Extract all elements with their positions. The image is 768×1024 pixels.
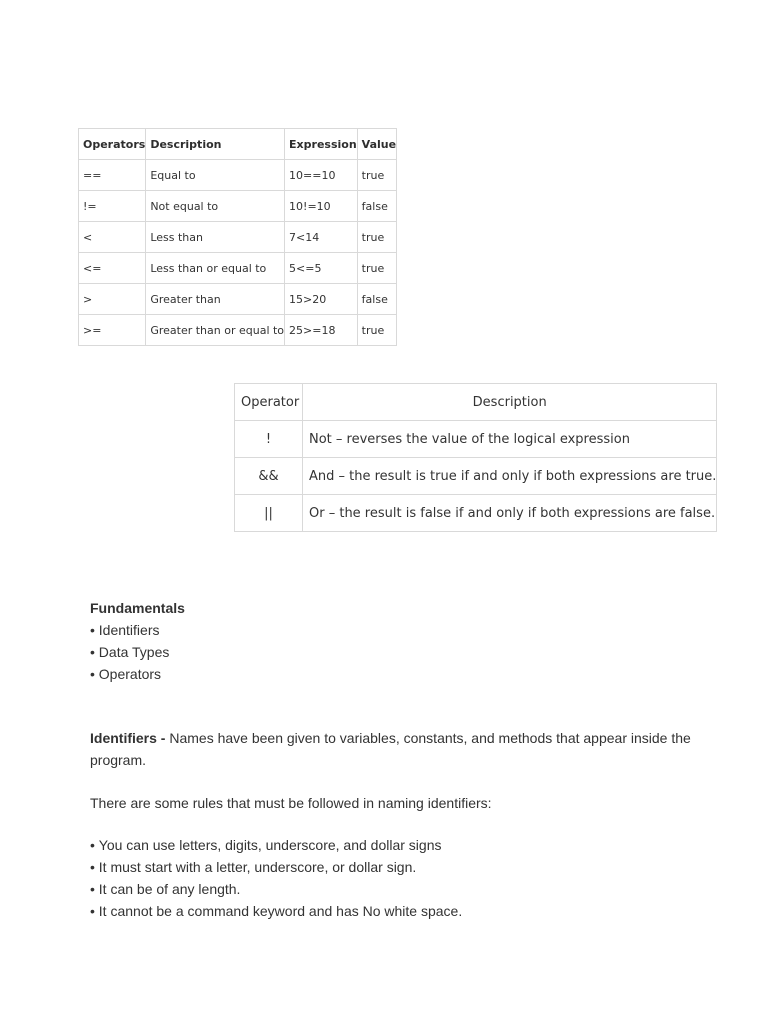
operator-cell: !	[235, 421, 303, 458]
operator-cell: <	[79, 222, 146, 253]
operator-cell: >	[79, 284, 146, 315]
expression-cell: 7<14	[285, 222, 358, 253]
description-cell: Less than	[146, 222, 285, 253]
column-header: Description	[146, 129, 285, 160]
description-cell: Greater than	[146, 284, 285, 315]
expression-cell: 25>=18	[285, 315, 358, 346]
description-cell: Not – reverses the value of the logical expression	[303, 421, 717, 458]
column-header: Operators	[79, 129, 146, 160]
description-cell: Or – the result is false if and only if both expressions are false.	[303, 495, 717, 532]
identifiers-definition	[90, 727, 710, 771]
logical-operators-table	[234, 383, 717, 532]
description-cell: Not equal to	[146, 191, 285, 222]
table-header-row	[235, 384, 717, 421]
list-item: • You can use letters, digits, underscore, and dollar signs	[90, 834, 710, 856]
description-cell: Less than or equal to	[146, 253, 285, 284]
value-cell: false	[357, 191, 396, 222]
list-item: • It must start with a letter, underscore, or dollar sign.	[90, 856, 710, 878]
column-header: Operator	[235, 384, 303, 421]
value-cell: true	[357, 315, 396, 346]
table-row	[79, 191, 397, 222]
value-cell: false	[357, 284, 396, 315]
relational-operators-table	[78, 128, 397, 346]
operator-cell: <=	[79, 253, 146, 284]
expression-cell: 10!=10	[285, 191, 358, 222]
table-row	[79, 315, 397, 346]
table-row	[235, 458, 717, 495]
section-title: Fundamentals	[90, 600, 185, 616]
paragraph: There are some rules that must be followed in naming identifiers:	[90, 795, 492, 811]
table-row	[79, 253, 397, 284]
operator-cell: >=	[79, 315, 146, 346]
list-item: • Operators	[90, 663, 710, 685]
table-row	[79, 222, 397, 253]
list-item: • It can be of any length.	[90, 878, 710, 900]
column-header: Value	[357, 129, 396, 160]
operator-cell: ||	[235, 495, 303, 532]
value-cell: true	[357, 222, 396, 253]
expression-cell: 10==10	[285, 160, 358, 191]
table-row	[79, 160, 397, 191]
value-cell: true	[357, 253, 396, 284]
table-row	[235, 421, 717, 458]
expression-cell: 15>20	[285, 284, 358, 315]
column-header: Description	[303, 384, 717, 421]
value-cell: true	[357, 160, 396, 191]
list-item: • Identifiers	[90, 619, 710, 641]
definition-term: Identifiers -	[90, 730, 166, 746]
description-cell: Greater than or equal to	[146, 315, 285, 346]
list-item: • Data Types	[90, 641, 710, 663]
table-row	[79, 284, 397, 315]
operator-cell: ==	[79, 160, 146, 191]
table-header-row	[79, 129, 397, 160]
expression-cell: 5<=5	[285, 253, 358, 284]
definition-paragraph	[90, 727, 710, 771]
list-item: • It cannot be a command keyword and has No white space.	[90, 900, 710, 922]
column-header: Expression	[285, 129, 358, 160]
operator-cell: &&	[235, 458, 303, 495]
definition-text: Names have been given to variables, constants, and methods that appear inside the program.	[90, 730, 691, 768]
rules-intro	[90, 792, 710, 814]
description-cell: Equal to	[146, 160, 285, 191]
fundamentals-section	[90, 597, 710, 685]
rules-list	[90, 834, 710, 922]
table-row	[235, 495, 717, 532]
operator-cell: !=	[79, 191, 146, 222]
description-cell: And – the result is true if and only if both expressions are true.	[303, 458, 717, 495]
